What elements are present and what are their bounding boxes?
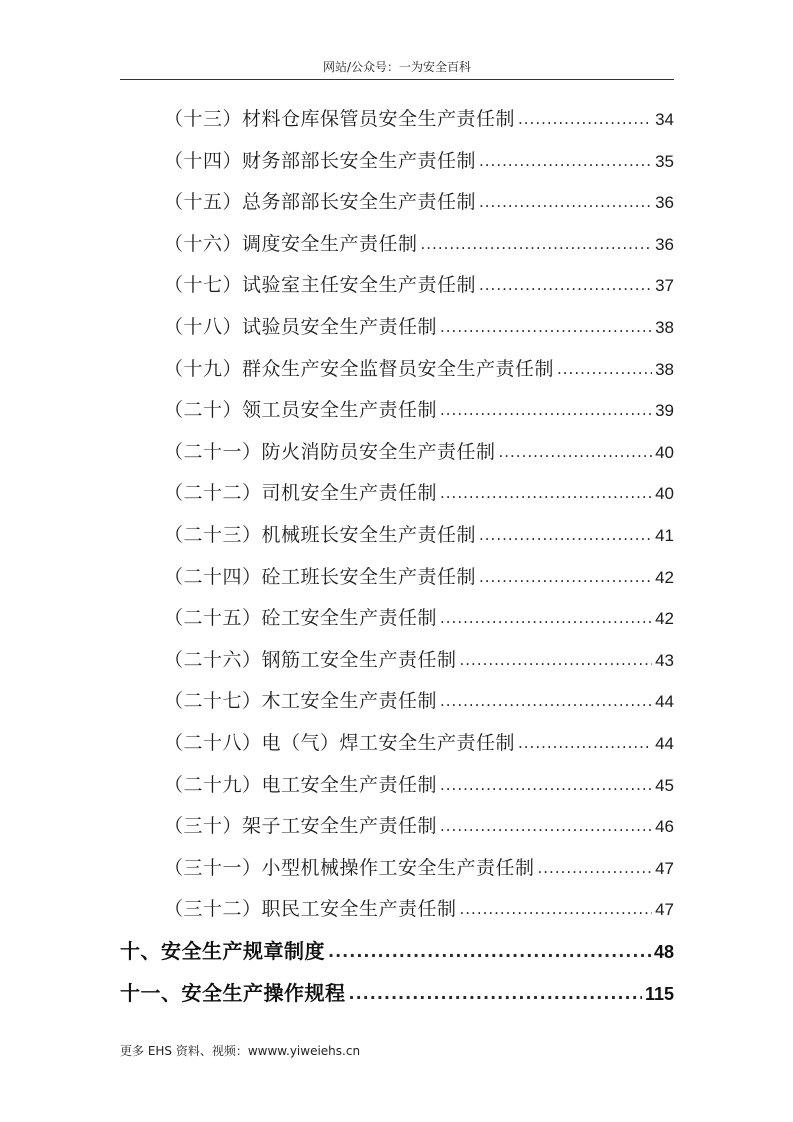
toc-entry-label: （二十二）司机安全生产责任制: [164, 482, 438, 504]
toc-dot-leader: [440, 817, 652, 835]
toc-page-number: 42: [655, 609, 674, 628]
toc-entry-label: （二十九）电工安全生产责任制: [164, 774, 438, 796]
toc-entry[interactable]: [164, 187, 674, 213]
toc-entry[interactable]: [164, 312, 674, 338]
toc-entry-label: （二十八）电（气）焊工安全生产责任制: [164, 732, 516, 754]
toc-dot-leader: [538, 859, 653, 877]
toc-dot-leader: [518, 734, 652, 752]
toc-entry-label: （二十三）机械班长安全生产责任制: [164, 524, 477, 546]
toc-entry[interactable]: [164, 520, 674, 546]
toc-page-number: 42: [655, 568, 674, 587]
toc-section-label: 十、安全生产规章制度: [120, 939, 325, 963]
toc-entry[interactable]: [164, 104, 674, 130]
toc-section-label: 十一、安全生产操作规程: [120, 981, 346, 1005]
toc-dot-leader: [479, 526, 652, 544]
toc-entry[interactable]: [164, 603, 674, 629]
toc-entry[interactable]: [164, 270, 674, 296]
toc-dot-leader: [440, 776, 652, 794]
toc-entry[interactable]: [164, 770, 674, 796]
toc-page-number: 46: [655, 817, 674, 836]
toc-dot-leader: [328, 942, 651, 961]
page-footer: [120, 1042, 360, 1059]
toc-entry-label: （二十）领工员安全生产责任制: [164, 399, 438, 421]
toc-dot-leader: [440, 401, 652, 419]
toc-page-number: 43: [655, 651, 674, 670]
toc-section-page-number: 48: [653, 942, 674, 962]
toc-entry-label: （十三）材料仓库保管员安全生产责任制: [164, 108, 516, 130]
toc-entry-label: （三十一）小型机械操作工安全生产责任制: [164, 857, 535, 879]
toc-dot-leader: [440, 609, 652, 627]
toc-page-number: 37: [655, 276, 674, 295]
toc-dot-leader: [479, 152, 652, 170]
toc-entry[interactable]: [164, 728, 674, 754]
toc-entry[interactable]: [164, 811, 674, 837]
toc-entry-label: （二十一）防火消防员安全生产责任制: [164, 441, 496, 463]
toc-dot-leader: [479, 276, 652, 294]
toc-entry[interactable]: [164, 562, 674, 588]
toc-entry[interactable]: [164, 354, 674, 380]
toc-page-number: 34: [655, 110, 674, 129]
toc-entry-label: （二十六）钢筋工安全生产责任制: [164, 649, 457, 671]
toc-entry[interactable]: [164, 686, 674, 712]
toc-section-page-number: 115: [644, 984, 674, 1004]
toc-entry[interactable]: [164, 437, 674, 463]
toc-entry[interactable]: [164, 478, 674, 504]
toc-entry[interactable]: [164, 894, 674, 920]
toc-entry[interactable]: [164, 645, 674, 671]
toc-page-number: 44: [655, 692, 674, 711]
toc-page-number: 39: [655, 401, 674, 420]
toc-section-entry[interactable]: [120, 977, 674, 1003]
toc-dot-leader: [557, 360, 652, 378]
toc-entry-label: （十六）调度安全生产责任制: [164, 233, 418, 255]
toc-dot-leader: [499, 443, 653, 461]
toc-entry-label: （十八）试验员安全生产责任制: [164, 316, 438, 338]
toc-entry[interactable]: [164, 146, 674, 172]
toc-page-number: 38: [655, 318, 674, 337]
toc-dot-leader: [460, 651, 653, 669]
toc-dot-leader: [440, 692, 652, 710]
toc-page-number: 41: [655, 526, 674, 545]
toc-page-number: 47: [655, 900, 674, 919]
toc-dot-leader: [440, 484, 652, 502]
toc-page-number: 35: [655, 152, 674, 171]
toc-entry[interactable]: [164, 229, 674, 255]
toc-entry-label: （三十）架子工安全生产责任制: [164, 815, 438, 837]
toc-entry-label: （二十七）木工安全生产责任制: [164, 690, 438, 712]
toc-dot-leader: [349, 984, 642, 1003]
toc-entry-label: （十四）财务部部长安全生产责任制: [164, 150, 477, 172]
toc-page-number: 44: [655, 734, 674, 753]
footer-text: 更多 EHS 资料、视频：wwww.yiweiehs.cn: [120, 1044, 361, 1058]
toc-section-entry[interactable]: [120, 935, 674, 961]
toc-dot-leader: [440, 318, 652, 336]
toc-entry-label: （十九）群众生产安全监督员安全生产责任制: [164, 358, 555, 380]
toc-dot-leader: [421, 235, 653, 253]
toc-entry[interactable]: [164, 853, 674, 879]
toc-dot-leader: [518, 110, 652, 128]
header-text: 网站/公众号：一为安全百科: [322, 60, 472, 74]
toc-entry-label: （二十四）砼工班长安全生产责任制: [164, 566, 477, 588]
toc-page-number: 38: [655, 360, 674, 379]
toc-entry-label: （十七）试验室主任安全生产责任制: [164, 274, 477, 296]
toc-page-number: 40: [655, 484, 674, 503]
toc-page-number: 45: [655, 776, 674, 795]
toc-page-number: 40: [655, 443, 674, 462]
toc-entry-label: （十五）总务部部长安全生产责任制: [164, 191, 477, 213]
toc-dot-leader: [460, 900, 653, 918]
toc-entry-label: （二十五）砼工安全生产责任制: [164, 607, 438, 629]
toc-dot-leader: [479, 193, 652, 211]
toc-page-number: 36: [655, 235, 674, 254]
toc-entry-label: （三十二）职民工安全生产责任制: [164, 898, 457, 920]
toc-entry[interactable]: [164, 395, 674, 421]
toc-page-number: 36: [655, 193, 674, 212]
toc-dot-leader: [479, 568, 652, 586]
toc-page-number: 47: [655, 859, 674, 878]
